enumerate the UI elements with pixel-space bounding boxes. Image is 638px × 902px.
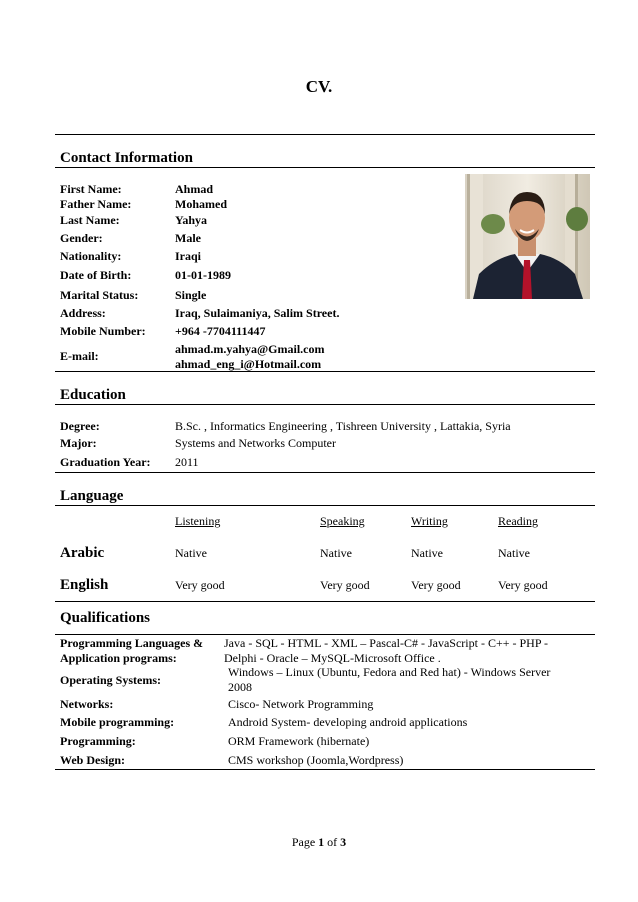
language-level: Very good xyxy=(320,578,370,592)
email-primary: ahmad.m.yahya@Gmail.com xyxy=(175,342,325,356)
graduation-value: 2011 xyxy=(175,455,199,469)
field-label: Marital Status: xyxy=(60,288,139,302)
language-level: Native xyxy=(498,546,530,560)
programming-languages-label: Programming Languages & xyxy=(60,636,204,650)
divider xyxy=(55,167,595,168)
page-word: Page xyxy=(291,835,316,849)
language-level: Very good xyxy=(411,578,461,592)
contact-heading: Contact Information xyxy=(60,150,193,166)
qualifications-heading: Qualifications xyxy=(60,610,151,626)
field-label: Father Name: xyxy=(60,197,132,211)
field-label: Last Name: xyxy=(60,213,120,227)
field-value: +964 -7704111447 xyxy=(175,324,266,338)
column-header-speaking: Speaking xyxy=(320,514,365,528)
column-header-listening: Listening xyxy=(175,514,221,528)
major-value: Systems and Networks Computer xyxy=(175,436,336,450)
major-label: Major: xyxy=(60,436,97,450)
language-level: Native xyxy=(320,546,352,560)
language-name: English xyxy=(60,577,109,593)
education-heading: Education xyxy=(60,387,126,403)
programming-label: Programming: xyxy=(60,734,136,748)
programming-languages-value: Java - SQL - HTML - XML – Pascal-C# - JavaScript - C++ - PHP - xyxy=(224,636,549,650)
field-value: Male xyxy=(175,231,201,245)
email-label: E-mail: xyxy=(60,349,99,363)
degree-value: B.Sc. , Informatics Engineering , Tishreen University , Lattakia, Syria xyxy=(175,419,511,433)
field-value: Iraq, Sulaimaniya, Salim Street. xyxy=(175,306,340,320)
field-value: Iraqi xyxy=(175,249,202,263)
application-programs-value: Delphi - Oracle – MySQL-Microsoft Office . xyxy=(224,651,441,665)
networks-value: Cisco- Network Programming xyxy=(228,697,374,711)
email-secondary: ahmad_eng_i@Hotmail.com xyxy=(175,357,322,371)
networks-label: Networks: xyxy=(60,697,114,711)
profile-photo xyxy=(465,174,590,299)
divider xyxy=(55,769,595,770)
field-label: Mobile Number: xyxy=(60,324,146,338)
divider xyxy=(55,134,595,135)
page-number: 1 xyxy=(318,835,325,849)
operating-systems-value: Windows – Linux (Ubuntu, Fedora and Red hat) - Windows Server xyxy=(228,665,551,679)
divider xyxy=(55,371,595,372)
divider xyxy=(55,505,595,506)
field-label: Gender: xyxy=(60,231,103,245)
field-label: First Name: xyxy=(60,182,122,196)
field-label: Date of Birth: xyxy=(60,268,132,282)
field-label: Nationality: xyxy=(60,249,122,263)
language-name: Arabic xyxy=(60,545,105,561)
mobile-programming-label: Mobile programming: xyxy=(60,715,175,729)
mobile-programming-value: Android System- developing android applications xyxy=(228,715,468,729)
language-level: Very good xyxy=(498,578,548,592)
field-label: Address: xyxy=(60,306,106,320)
programming-value: ORM Framework (hibernate) xyxy=(228,734,370,748)
field-value: Yahya xyxy=(175,213,208,227)
field-value: 01-01-1989 xyxy=(175,268,231,282)
web-design-label: Web Design: xyxy=(60,753,126,767)
language-level: Very good xyxy=(175,578,225,592)
field-value: Ahmad xyxy=(175,182,214,196)
degree-label: Degree: xyxy=(60,419,100,433)
of-word: of xyxy=(327,835,338,849)
field-value: Single xyxy=(175,288,207,302)
language-level: Native xyxy=(411,546,443,560)
divider xyxy=(55,404,595,405)
column-header-writing: Writing xyxy=(411,514,448,528)
divider xyxy=(55,472,595,473)
language-level: Native xyxy=(175,546,207,560)
page-total: 3 xyxy=(340,835,347,849)
page-footer xyxy=(0,835,638,850)
divider xyxy=(55,601,595,602)
operating-systems-value-cont: 2008 xyxy=(228,680,252,694)
graduation-label: Graduation Year: xyxy=(60,455,151,469)
web-design-value: CMS workshop (Joomla,Wordpress) xyxy=(228,753,404,767)
language-heading: Language xyxy=(60,488,124,504)
document-title: CV. xyxy=(305,77,333,96)
column-header-reading: Reading xyxy=(498,514,538,528)
divider xyxy=(55,634,595,635)
field-value: Mohamed xyxy=(175,197,227,211)
application-programs-label: Application programs: xyxy=(60,651,177,665)
operating-systems-label: Operating Systems: xyxy=(60,673,161,687)
